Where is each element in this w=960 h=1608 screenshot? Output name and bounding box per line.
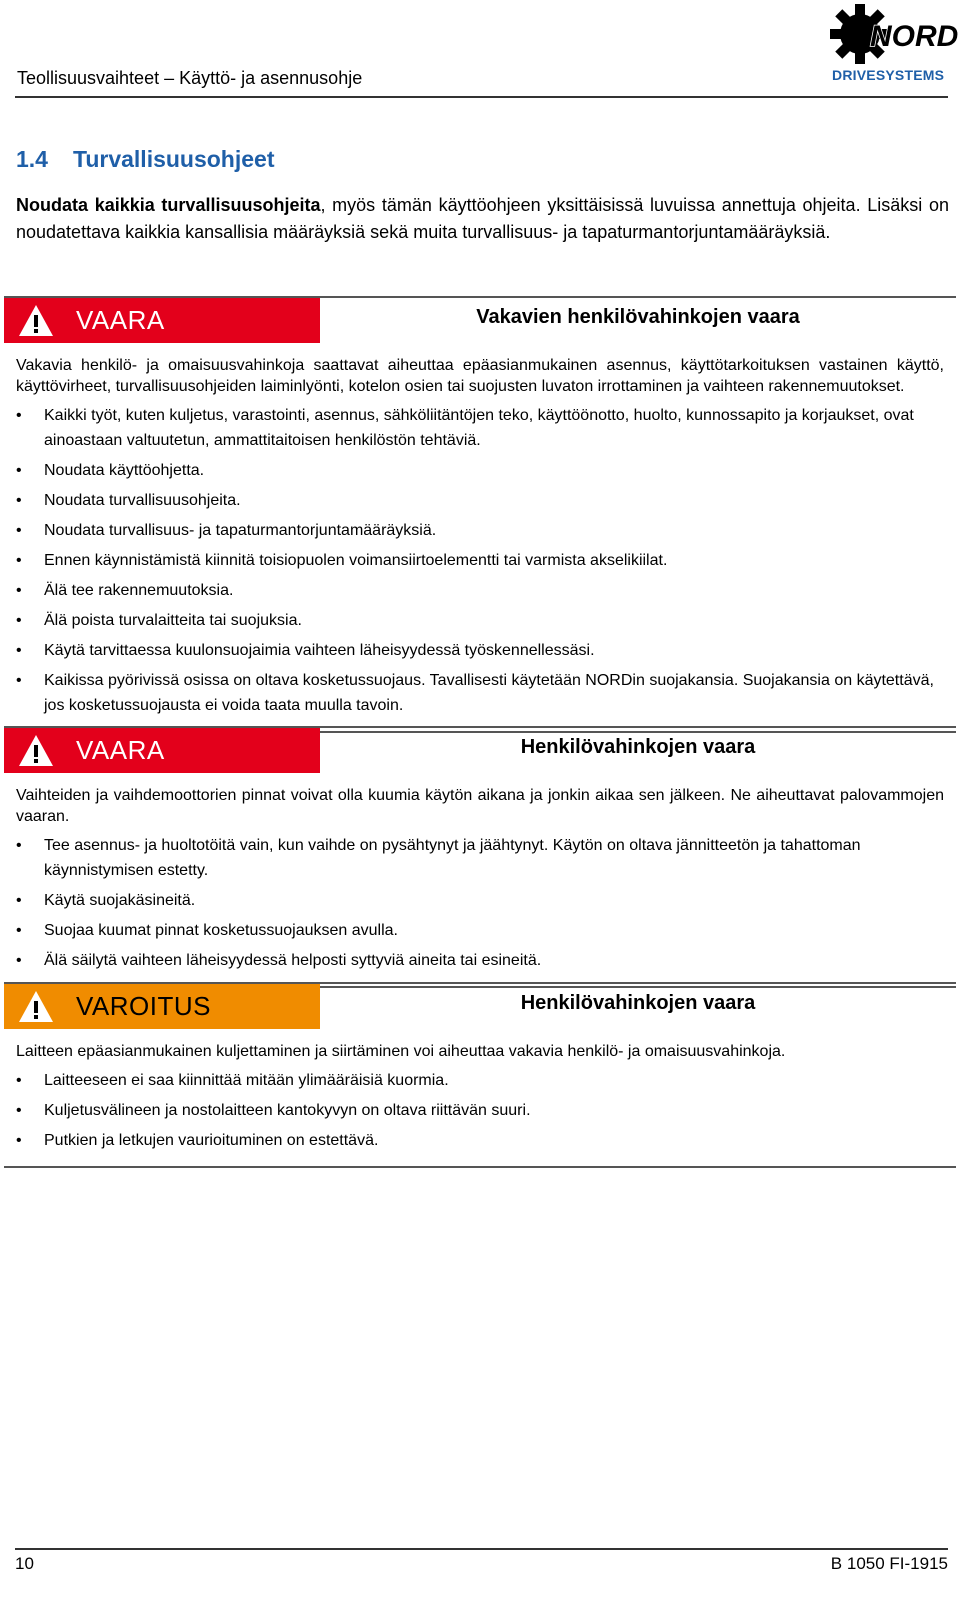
warning-list [16, 403, 944, 718]
warning-text: Vakavia henkilö- ja omaisuusvahinkoja saattavat aiheuttaa epäasianmukainen asennus, käyttötarkoituksen vastainen käyttö, käyttövirheet, turvallisuusohjeiden laiminlyönti, kotelon osien tai suojusten luvaton irrottaminen ja vaihteen rakennemuutokset. [16, 357, 944, 395]
list-item: • Kaikissa pyörivissä osissa on oltava kosketussuojaus. Tavallisesti käytetään NORDin suojakansia. Suojakansia on käytettävä, jos kosketussuojausta ei voida taata muulla tavoin. [16, 668, 944, 718]
list-item: • Tee asennus- ja huoltotöitä vain, kun vaihde on pysähtynyt ja jäähtynyt. Käytön on oltava jännitteetön ja tahattoman käynnistymisen estetty. [16, 833, 944, 883]
intro-bold: Noudata kaikkia turvallisuusohjeita [16, 195, 321, 215]
intro-rest: , myös tämän käyttöohjeen yksittäisissä luvuissa annettuja ohjeita. Lisäksi on noudatettava kaikkia kansallisia määräyksiä sekä muita turvallisuus- ja tapaturmantorjuntamääräyksiä. [16, 195, 949, 242]
header-title: Teollisuusvaihteet – Käyttö- ja asennusohje [17, 68, 363, 88]
list-item: • Suojaa kuumat pinnat kosketussuojauksen avulla. [16, 918, 944, 943]
page-footer [15, 1548, 948, 1573]
nord-logo [828, 0, 959, 88]
warning-body [4, 1031, 956, 1168]
list-item: • Noudata turvallisuus- ja tapaturmantorjuntamääräyksiä. [16, 518, 944, 543]
warning-signal-word: VAARA [76, 735, 165, 765]
warning-text: Vaihteiden ja vaihdemoottorien pinnat voivat olla kuumia käytön aikana ja jonkin aikaa sen jälkeen. Ne aiheuttavat palovammojen vaaran. [16, 787, 944, 825]
warning-box [4, 982, 956, 1168]
list-item: • Laitteeseen ei saa kiinnittää mitään ylimääräisiä kuormia. [16, 1068, 944, 1093]
warning-badge [4, 298, 320, 343]
logo-subtext: DRIVESYSTEMS [832, 67, 944, 83]
warning-header [4, 726, 956, 775]
list-item: • Putkien ja letkujen vaurioituminen on estettävä. [16, 1128, 944, 1153]
list-item: • Älä poista turvalaitteita tai suojuksia. [16, 608, 944, 633]
warning-header [4, 982, 956, 1031]
warning-body [4, 775, 956, 988]
warning-title: Henkilövahinkojen vaara [520, 736, 756, 758]
section-title-text: Turvallisuusohjeet [72, 146, 275, 172]
logo-wordmark: NORD [870, 20, 959, 53]
warning-list [16, 1068, 944, 1153]
list-item: • Käytä suojakäsineitä. [16, 888, 944, 913]
list-item: • Kaikki työt, kuten kuljetus, varastointi, asennus, sähköliitäntöjen teko, käyttöönotto, huolto, kunnossapito ja korjaukset, ovat ainoastaan valtuutetun, ammattitaitoisen henkilöstön tehtäviä. [16, 403, 944, 453]
warning-signal-word: VAARA [76, 305, 165, 335]
warning-text: Laitteen epäasianmukainen kuljettaminen ja siirtäminen voi aiheuttaa vakavia henkilö- ja omaisuusvahinkoja. [16, 1043, 786, 1060]
list-item: • Älä tee rakennemuutoksia. [16, 578, 944, 603]
list-item: • Noudata turvallisuusohjeita. [16, 488, 944, 513]
warning-badge [4, 984, 320, 1029]
document-code: B 1050 FI-1915 [830, 1554, 948, 1573]
list-item: • Noudata käyttöohjetta. [16, 458, 944, 483]
section-number: 1.4 [16, 146, 48, 172]
list-item: • Ennen käynnistämistä kiinnitä toisiopuolen voimansiirtoelementti tai varmista akselikiilat. [16, 548, 944, 573]
warning-box [4, 296, 956, 733]
warning-body [4, 345, 956, 733]
warning-triangle-icon [18, 733, 54, 769]
list-item: • Älä säilytä vaihteen läheisyydessä helposti syttyviä aineita tai esineitä. [16, 948, 944, 973]
list-item: • Kuljetusvälineen ja nostolaitteen kantokyvyn on oltava riittävän suuri. [16, 1098, 944, 1123]
warning-badge [4, 728, 320, 773]
list-item: • Käytä tarvittaessa kuulonsuojaimia vaihteen läheisyydessä työskennellessäsi. [16, 638, 944, 663]
warning-title: Vakavien henkilövahinkojen vaara [476, 306, 800, 328]
page-header [15, 0, 959, 98]
warning-signal-word: VAROITUS [76, 991, 211, 1021]
warning-title: Henkilövahinkojen vaara [520, 992, 756, 1014]
section-heading [16, 146, 275, 173]
intro-paragraph [16, 192, 949, 246]
warning-triangle-icon [18, 989, 54, 1025]
warning-header [4, 296, 956, 345]
warning-list [16, 833, 944, 973]
warning-triangle-icon [18, 303, 54, 339]
warning-box [4, 726, 956, 988]
page-number: 10 [15, 1554, 34, 1573]
